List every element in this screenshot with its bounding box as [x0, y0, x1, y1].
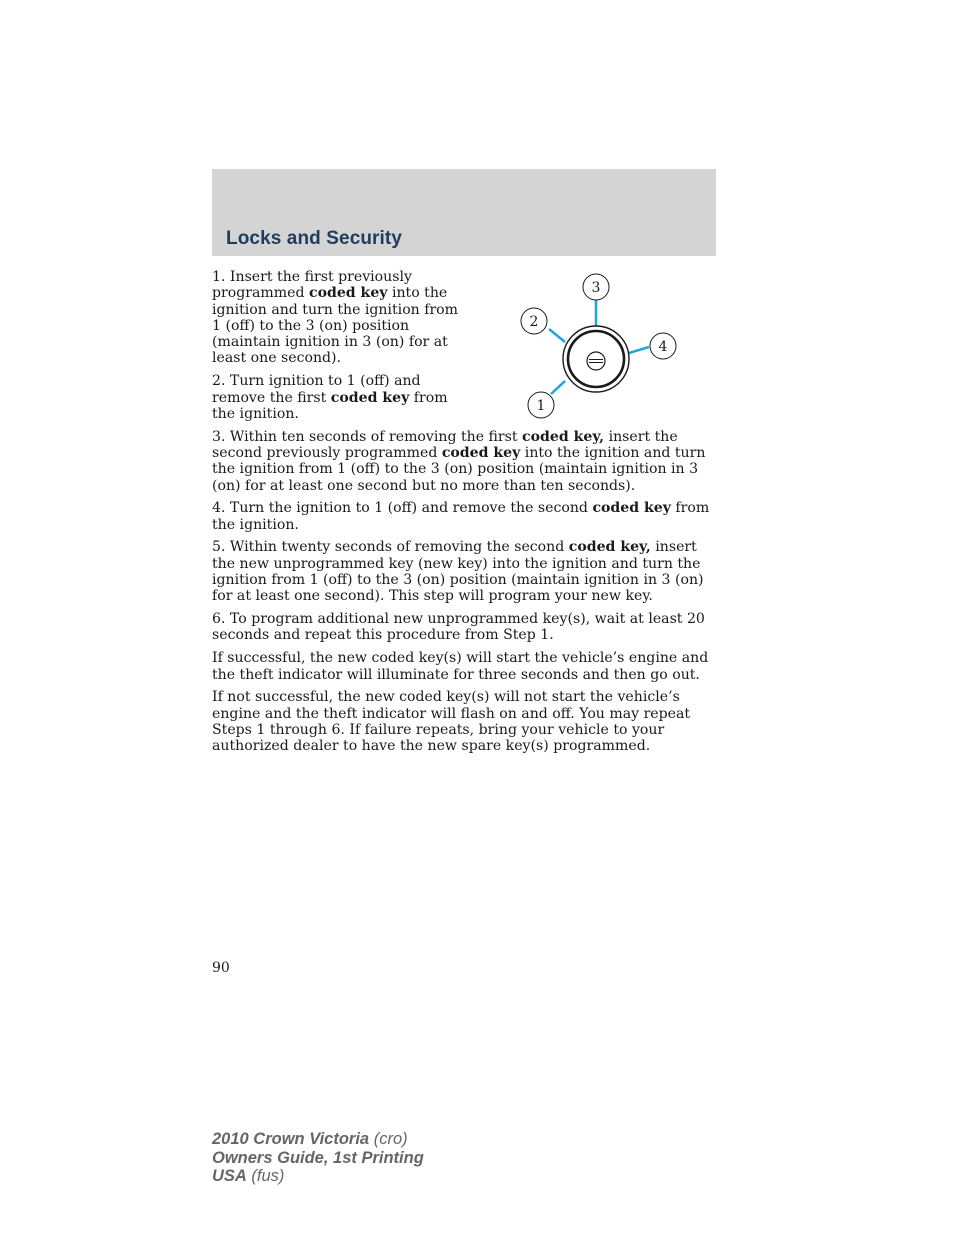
step-5: 5. Within twenty seconds of removing the second coded key, insert the new unprogrammed key (new key) into the ignition and turn the ignition from 1 (off) to the 3 (on) position (maintain ignition in 3 (on) for at least one second). This step will program your new key. — [212, 539, 704, 605]
footer-line-2: Owners Guide, 1st Printing — [212, 1148, 424, 1167]
procedure-text — [212, 269, 718, 761]
position-2-label: 2 — [529, 314, 539, 330]
position-4-label: 4 — [658, 339, 668, 355]
step-2: 2. Turn ignition to 1 (off) and remove the first coded key from the ignition. — [212, 373, 448, 422]
success-paragraph: If successful, the new coded key(s) will start the vehicle’s engine and the theft indicator will illuminate for three seconds and then go out. — [212, 650, 709, 683]
failure-paragraph: If not successful, the new coded key(s) will not start the vehicle’s engine and the theft indicator will flash on and off. You may repeat Steps 1 through 6. If failure repeats, bring your vehicle to your authorized dealer to have the new spare key(s) programmed. — [212, 689, 691, 755]
step-1: 1. Insert the first previously programmed coded key into the ignition and turn the ignition from 1 (off) to the 3 (on) position (maintain ignition in 3 (on) for at least one second). — [212, 269, 459, 367]
document-footer — [212, 1130, 424, 1186]
footer-line-1: 2010 Crown Victoria (cro) — [212, 1130, 408, 1148]
section-title: Locks and Security — [226, 228, 403, 249]
step-6: 6. To program additional new unprogrammed key(s), wait at least 20 seconds and repeat this procedure from Step 1. — [212, 611, 705, 644]
position-1-label: 1 — [536, 398, 546, 414]
step-3: 3. Within ten seconds of removing the first coded key, insert the second previously programmed coded key into the ignition and turn the ignition from 1 (off) to the 3 (on) position (maintain ignition in 3 (on) for at least one second but no more than ten seconds). — [212, 428, 706, 494]
section-header-band — [212, 169, 716, 256]
footer-line-3: USA (fus) — [212, 1167, 285, 1185]
step-4: 4. Turn the ignition to 1 (off) and remove the second coded key from the ignition. — [212, 500, 710, 533]
page-number: 90 — [212, 960, 230, 976]
position-3-label: 3 — [591, 280, 601, 296]
